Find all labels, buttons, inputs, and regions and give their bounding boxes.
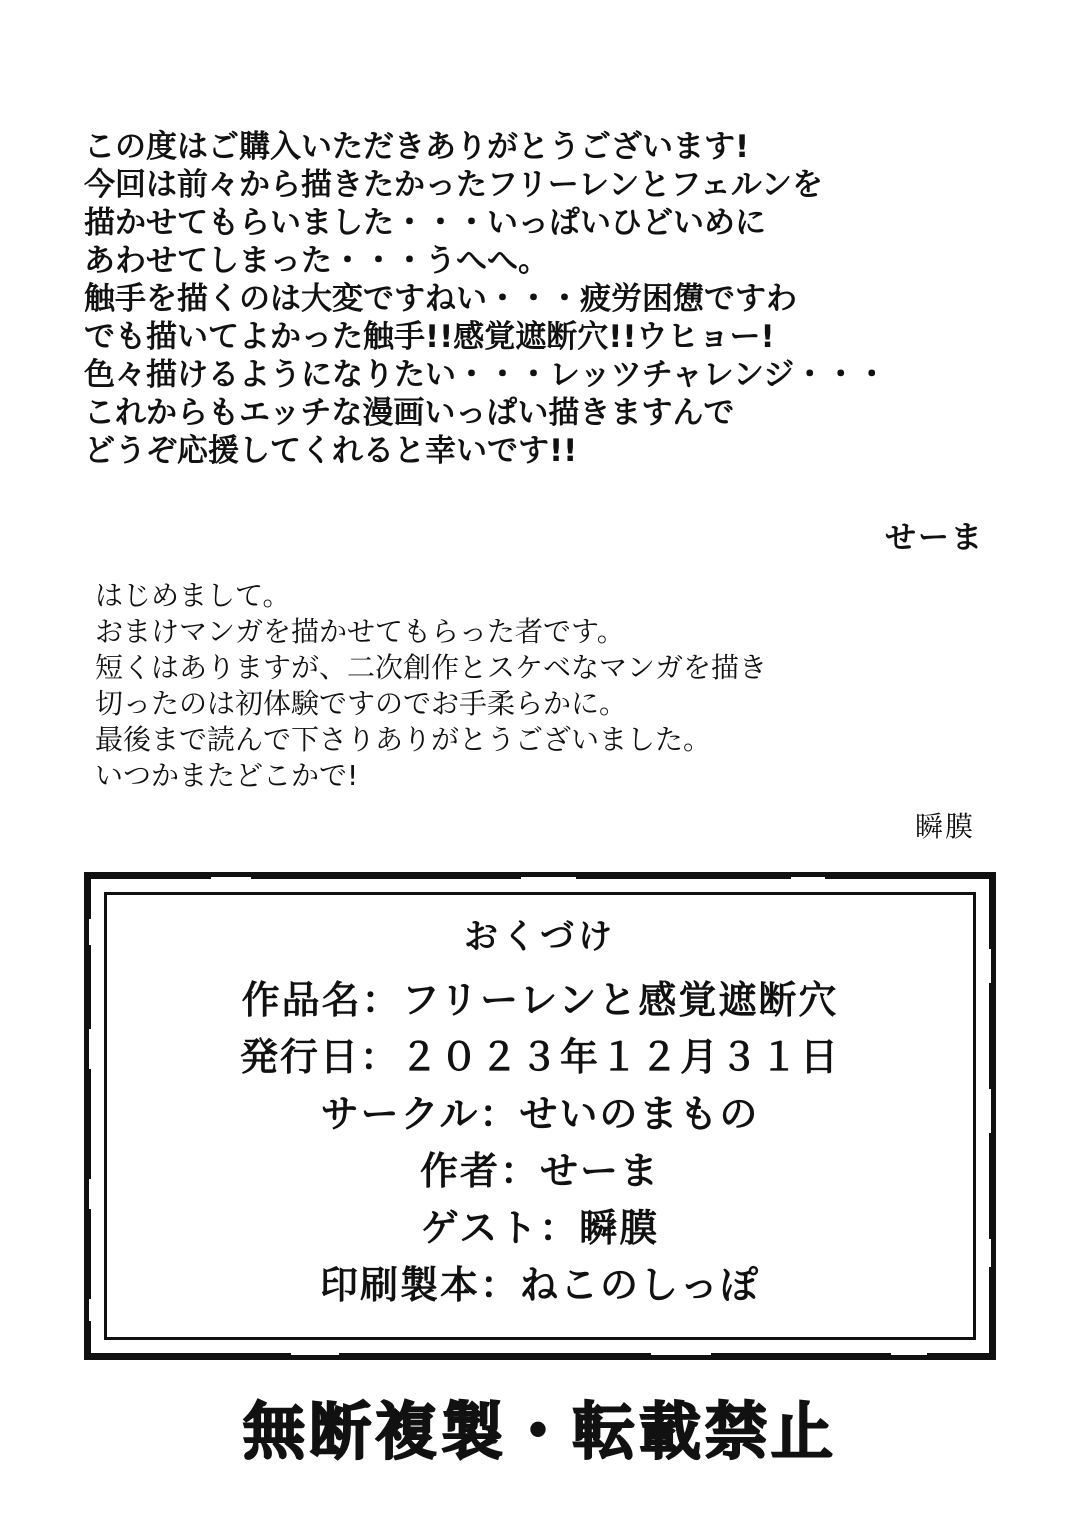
edge-chip — [651, 1348, 711, 1355]
afterword-block-two — [95, 578, 1015, 794]
afterword-line: はじめまして。 — [95, 579, 291, 612]
afterword-one-signature: せーま — [885, 520, 984, 556]
afterword-line: 最後まで読んで下さりありがとうございました。 — [95, 723, 712, 756]
colophon-box — [84, 872, 996, 1360]
afterword-block-one — [84, 128, 1004, 470]
afterword-line: 色々描けるようになりたい・・・レッツチャレンジ・・・ — [84, 357, 888, 393]
afterword-line: 今回は前々から描きたかったフリーレンとフェルンを — [84, 167, 824, 203]
afterword-line: 切ったのは初体験ですのでお手柔らかに。 — [95, 687, 628, 720]
afterword-line: あわせてしまった・・・うへへ。 — [84, 243, 549, 279]
afterword-line: おまけマンガを描かせてもらった者です。 — [95, 615, 625, 648]
copyright-warning: 無断複製・転載禁止 — [242, 1395, 837, 1468]
colophon-title: おくづけ — [464, 917, 616, 957]
afterword-line: 触手を描くのは大変ですねい・・・疲労困憊ですわ — [84, 281, 797, 317]
afterword-line: 短くはありますが、二次創作とスケベなマンガを描き — [95, 651, 768, 684]
edge-chip — [891, 1346, 927, 1355]
colophon-row-title: 作品名：フリーレンと感覚遮断穴 — [241, 978, 839, 1022]
colophon-row-guest: ゲスト：瞬膜 — [420, 1206, 660, 1250]
colophon-row-date: 発行日：２０２３年１２月３１日 — [239, 1035, 840, 1079]
edge-chip — [291, 1347, 339, 1355]
colophon-row-author: 作者：せーま — [419, 1149, 660, 1193]
afterword-line: でも描いてよかった触手!!感覚遮断穴!!ウヒョー! — [84, 319, 775, 355]
afterword-line: これからもエッチな漫画いっぱい描きますんで — [84, 395, 735, 431]
colophon-row-printer: 印刷製本：ねこのしっぽ — [319, 1263, 760, 1307]
colophon-row-circle: サークル：せいのまもの — [320, 1092, 760, 1136]
colophon-content — [91, 879, 989, 1314]
afterword-line: この度はご購入いただきありがとうございます! — [84, 129, 750, 165]
afterword-line: 描かせてもらいました・・・いっぱいひどいめに — [84, 205, 766, 241]
afterword-line: どうぞ応援してくれると幸いです!! — [84, 433, 578, 469]
afterword-two-signature: 瞬膜 — [914, 810, 975, 843]
afterword-line: いつかまたどこかで! — [95, 759, 359, 792]
